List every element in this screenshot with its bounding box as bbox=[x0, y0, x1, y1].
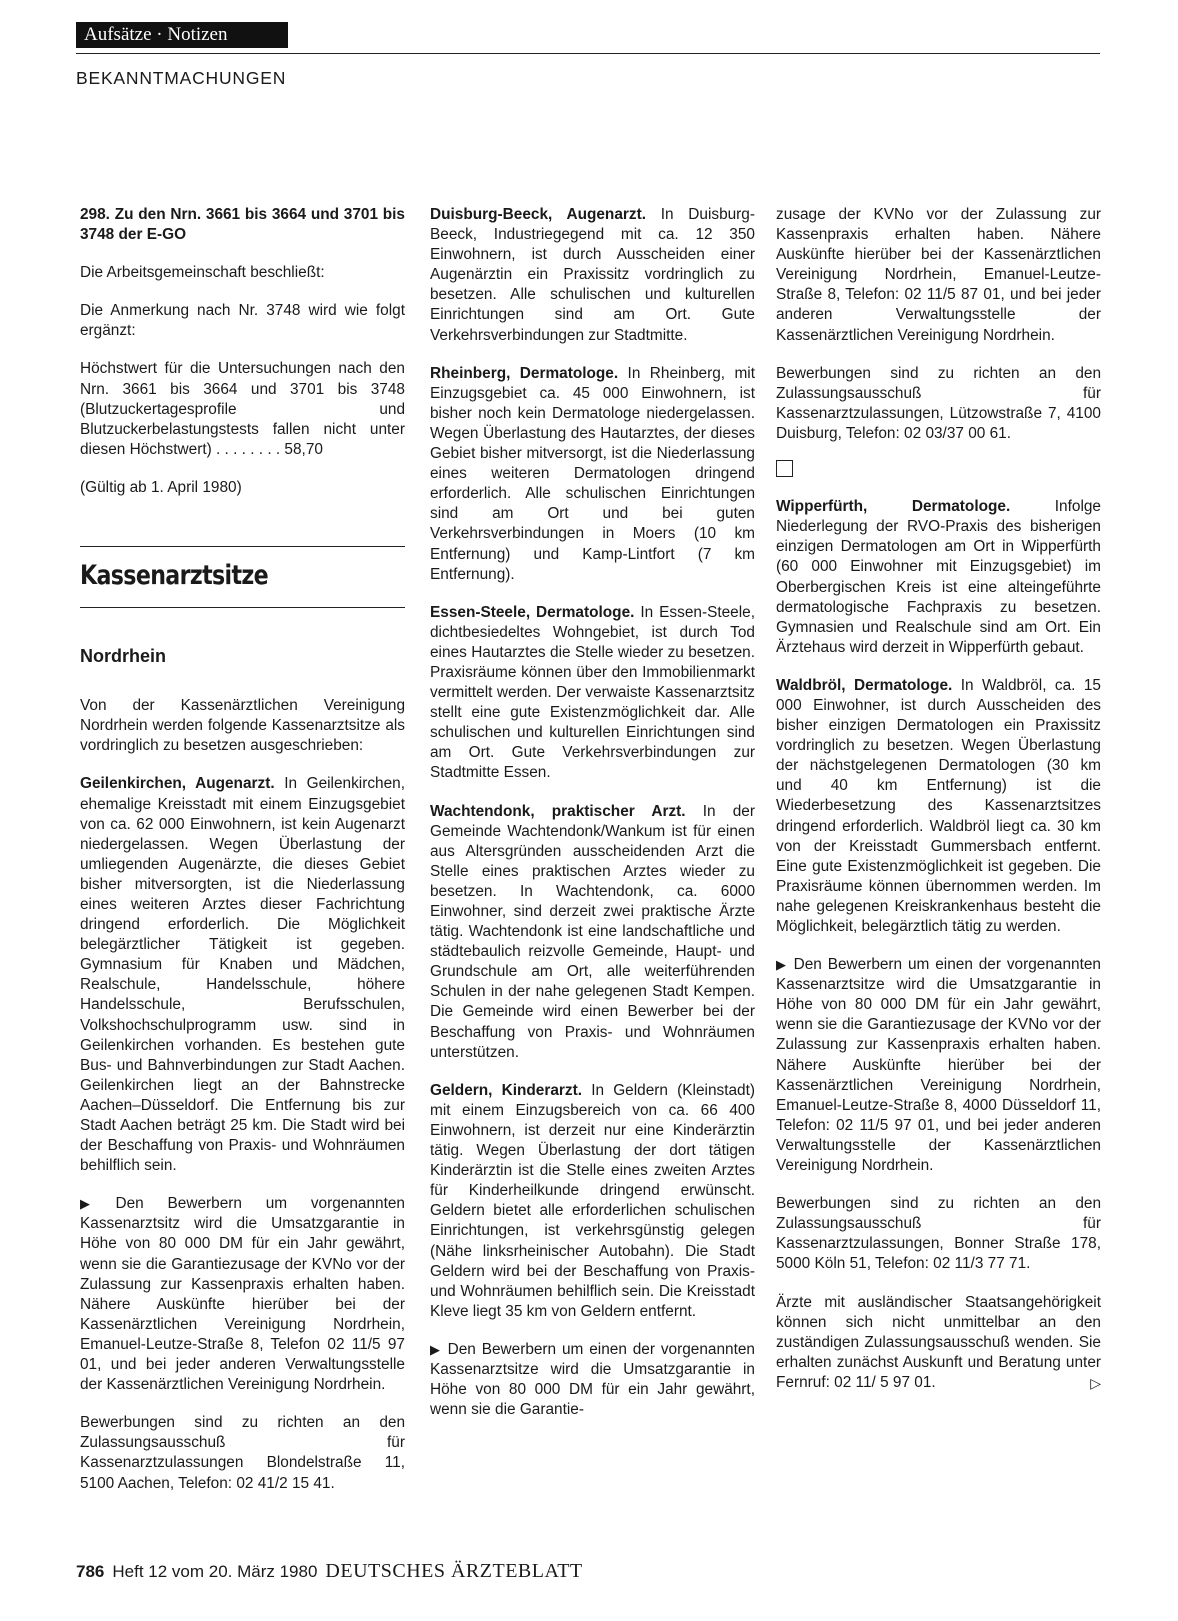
listing-text: In Duisburg-Beeck, Industriegegend mit ca. 12 350 Einwohnern, ist durch Ausscheiden einer Augenärztin ein Praxissitz vordringlich zu besetzen. Alle schulischen und kulturellen Einrichtungen sind am Ort. Gute Verkehrsverbindungen zur Stadtmitte. bbox=[430, 206, 755, 344]
region-heading: Nordrhein bbox=[80, 646, 167, 667]
listing-duisburg bbox=[430, 205, 755, 346]
guarantee-continuation: zusage der KVNo vor der Zulassung zur Kassenpraxis erhalten haben. Nähere Auskünfte hierüber bei der Kassenärztlichen Vereinigung Nordrhein, Emanuel-Leutze-Straße 8, Telefon: 02 11/5 87 01, und bei jeder anderen Verwaltungsstelle der Kassenärztlichen Vereinigung Nordrhein. bbox=[776, 206, 1101, 344]
listing-text: In Geilenkirchen, ehemalige Kreisstadt mit einem Einzugsgebiet von ca. 62 000 Einwohnern, ist kein Augenarzt niedergelassen. Wegen Überlastung der umliegenden Augenärzte, die dieses Gebiet bisher mitversorgten, ist die Niederlassung eines weiteren Arztes dieser Fachrichtung dringend erforderlich. Die Möglichkeit belegärztlicher Tätigkeit ist gegeben. Gymnasium für Knaben und Mädchen, Realschule, Handelsschule, höhere Handelsschule, Berufsschulen, Volkshochschulprogramm usw. sind in Geilenkirchen vorhanden. Es bestehen gute Bus- und Bahnverbindungen zur Stadt Aachen. Geilenkirchen liegt an der Bahnstrecke Aachen–Düsseldorf. Die Entfernung bis zur Stadt Aachen beträgt 25 km. Die Stadt wird bei der Beschaffung von Praxis- und Wohnräumen behilflich sein. bbox=[80, 775, 405, 1175]
journal-name: DEUTSCHES ÄRZTEBLATT bbox=[325, 1560, 583, 1582]
section-title: Kassenarztsitze bbox=[80, 560, 268, 592]
header-rule bbox=[76, 53, 1100, 54]
foreign-doctors-note: Ärzte mit ausländischer Staatsangehörigkeit können sich nicht unmittelbar an den zuständigen Zulassungsausschuß wenden. Sie erhalten zunächst Auskunft und Beratung unter Fernruf: 02 11/ 5 97 01. ▷ bbox=[776, 1293, 1101, 1393]
listing-text: In Geldern (Kleinstadt) mit einem Einzugsbereich von ca. 66 400 Einwohnern, ist derzeit nur eine Kinderärztin tätig. Wegen Überlastung der dort tätigen Kinderärztin ist die Stelle eines zweiten Arztes für Kinderheilkunde dringend erwünscht. Geldern bietet alle erforderlichen schulischen Einrichtungen, ist verkehrsgünstig gelegen (Nähe linksrheinischer Autobahn). Die Stadt Geldern wird bei der Beschaffung von Praxis- und Wohnräumen behilflich sein. Die Kreisstadt Kleve liegt 35 km von Geldern entfernt. bbox=[430, 1081, 755, 1320]
listing-text: In der Gemeinde Wachtendonk/Wankum ist für einen aus Altersgründen ausscheidenden Arzt die Stelle eines praktischen Arztes wieder zu besetzen. In Wachtendonk, ca. 6000 Einwohner, sind derzeit zwei praktische Ärzte tätig. Wachtendonk ist eine landschaftliche und städtebaulich reizvolle Gemeinde, Haupt- und Grundschule am Ort, alle weiterführenden Schulen in der nahe gelegenen Stadt Kempen. Die Gemeinde wird einen Bewerber bei der Beschaffung von Praxis- und Wohnräumen unterstützen. bbox=[430, 802, 755, 1061]
listing-heading: Essen-Steele, Dermatologe. bbox=[430, 603, 635, 621]
title-rule-top bbox=[80, 546, 405, 547]
listing-heading: Geldern, Kinderarzt. bbox=[430, 1081, 583, 1099]
listing-heading: Geilenkirchen, Augenarzt. bbox=[80, 775, 275, 793]
intro-text: Von der Kassenärztlichen Vereinigung Nordrhein werden folgende Kassenarztsitze als vordringlich zu besetzen ausgeschrieben: bbox=[80, 697, 405, 755]
column-1 bbox=[80, 205, 405, 1494]
continue-triangle-icon: ▷ bbox=[1090, 1374, 1101, 1391]
column-3 bbox=[776, 205, 1101, 1393]
end-mark-icon bbox=[776, 460, 793, 477]
title-rule-bottom bbox=[80, 607, 405, 608]
guarantee-paragraph: ▶ Den Bewerbern um einen der vorgenannten Kassenarztsitze wird die Umsatzgarantie in Höhe von 80 000 DM für ein Jahr gewährt, wenn sie die Garantiezusage der KVNo vor der Zulassung zur Kassenpraxis erhalten haben. Nähere Auskünfte hierüber bei der Kassenärztlichen Vereinigung Nordrhein, Emanuel-Leutze-Straße 8, 4000 Düsseldorf 11, Telefon: 02 11/5 97 01, und bei jeder anderen Verwaltungsstelle der Kassenärztlichen Vereinigung Nordrhein. bbox=[776, 956, 1101, 1175]
page-number: 786 bbox=[76, 1562, 105, 1581]
column-2 bbox=[430, 205, 755, 1420]
listing-heading: Wipperfürth, Dermatologe. bbox=[776, 498, 1011, 516]
guarantee-paragraph: ▶ Den Bewerbern um einen der vorgenannten Kassenarztsitze wird die Umsatzgarantie in Höhe von 80 000 DM für ein Jahr gewährt, wenn sie die Garantie- bbox=[430, 1340, 755, 1419]
listing-heading: Wachtendonk, praktischer Arzt. bbox=[430, 802, 686, 820]
issue-info: Heft 12 vom 20. März 1980 bbox=[112, 1562, 318, 1581]
notice-title: 298. Zu den Nrn. 3661 bis 3664 und 3701 bis 3748 der E-GO bbox=[80, 206, 405, 244]
apply-address: Bewerbungen sind zu richten an den Zulassungsausschuß für Kassenarztzulassungen Blondelstraße 11, 5100 Aachen, Telefon: 02 41/2 15 41. bbox=[80, 1414, 405, 1492]
listing-essen bbox=[430, 603, 755, 784]
listing-waldbroel bbox=[776, 676, 1101, 937]
listing-rheinberg bbox=[430, 364, 755, 585]
listing-heading: Rheinberg, Dermatologe. bbox=[430, 364, 619, 382]
apply-address: Bewerbungen sind zu richten an den Zulassungsausschuß für Kassenarztzulassungen, Lützowstraße 7, 4100 Duisburg, Telefon: 02 03/37 00 61. bbox=[776, 364, 1101, 442]
listing-text: In Rheinberg, mit Einzugsgebiet ca. 45 000 Einwohnern, ist bisher noch kein Dermatologe niedergelassen. Wegen Überlastung des Hautarztes, der dieses Gebiet bisher mitversorgt, ist die Niederlassung eines weiteren Dermatologen dringend erforderlich. Alle schulischen Einrichtungen sind am Ort und bei guten Verkehrsverbindungen in Moers (10 km Entfernung) und Kamp-Lintfort (7 km Entfernung). bbox=[430, 364, 755, 583]
listing-heading: Duisburg-Beeck, Augenarzt. bbox=[430, 206, 646, 223]
notice-text: Die Arbeitsgemeinschaft beschließt: bbox=[80, 264, 325, 282]
triangle-bullet-icon: ▶ bbox=[776, 957, 788, 973]
listing-geilenkirchen bbox=[80, 774, 405, 1176]
section-label: BEKANNTMACHUNGEN bbox=[76, 68, 287, 88]
category-tag: Aufsätze · Notizen bbox=[76, 22, 288, 48]
notice-validity: (Gültig ab 1. April 1980) bbox=[80, 478, 242, 496]
listing-geldern bbox=[430, 1081, 755, 1322]
listing-text: Infolge Niederlegung der RVO-Praxis des bisherigen einzigen Dermatologen am Ort in Wipperfürth (60 000 Einwohner mit Einzugsgebiet) im Oberbergischen Kreis ist eine alteingeführte dermatologische Fachpraxis zu besetzen. Gymnasien und Realschule sind am Ort. Ein Ärztehaus wird derzeit in Wipperfürth gebaut. bbox=[776, 498, 1101, 656]
triangle-bullet-icon: ▶ bbox=[80, 1196, 110, 1212]
listing-wipperfuerth bbox=[776, 497, 1101, 658]
notice-text: Die Anmerkung nach Nr. 3748 wird wie folgt ergänzt: bbox=[80, 302, 405, 340]
guarantee-paragraph: ▶ Den Bewerbern um vorgenannten Kassenarztsitz wird die Umsatzgarantie in Höhe von 80 000 DM für ein Jahr gewährt, wenn sie die Garantiezusage der KVNo vor der Zulassung zur Kassenpraxis erhalten haben. Nähere Auskünfte hierüber bei der Kassenärztlichen Vereinigung Nordrhein, Emanuel-Leutze-Straße 8, Telefon 02 11/5 97 01, und bei jeder anderen Verwaltungsstelle der Kassenärztlichen Vereinigung Nordrhein. bbox=[80, 1195, 405, 1394]
triangle-bullet-icon: ▶ bbox=[430, 1341, 442, 1357]
page-footer bbox=[76, 1560, 583, 1583]
listing-heading: Waldbröl, Dermatologe. bbox=[776, 676, 953, 694]
notice-text: Höchstwert für die Untersuchungen nach den Nrn. 3661 bis 3664 und 3701 bis 3748 (Blutzuckertagesprofile und Blutzuckerbelastungstests fallen nicht unter diesen Höchstwert) . . . . . . . . 58,70 bbox=[80, 360, 405, 458]
listing-text: In Waldbröl, ca. 15 000 Einwohner, ist durch Ausscheiden des bisher einzigen Dermatologen ein Praxissitz vordringlich zu besetzen. Wegen Überlastung der nächstgelegenen Dermatologen (30 km und 40 km Entfernung) ist die Wiederbesetzung des Kassenarztsitzes dringend erforderlich. Waldbröl liegt ca. 30 km von der Kreisstadt Gummersbach entfernt. Eine gute Existenzmöglichkeit ist gegeben. Die Praxisräume können übernommen werden. Im nahe gelegenen Kreiskrankenhaus besteht die Möglichkeit, belegärztlich tätig zu werden. bbox=[776, 676, 1101, 935]
listing-text: In Essen-Steele, dichtbesiedeltes Wohngebiet, ist durch Tod eines Hautarztes die Stelle wieder zu besetzen. Praxisräume können über den Immobilienmarkt vermittelt werden. Der verwaiste Kassenarztsitz stellt eine gute Existenzmöglichkeit dar. Alle schulischen und kulturellen Einrichtungen sind am Ort. Gute Verkehrsverbindungen zur Stadtmitte Essen. bbox=[430, 603, 755, 782]
apply-address: Bewerbungen sind zu richten an den Zulassungsausschuß für Kassenarztzulassungen, Bonner Straße 178, 5000 Köln 51, Telefon: 02 11/3 77 71. bbox=[776, 1195, 1101, 1273]
listing-wachtendonk bbox=[430, 802, 755, 1063]
